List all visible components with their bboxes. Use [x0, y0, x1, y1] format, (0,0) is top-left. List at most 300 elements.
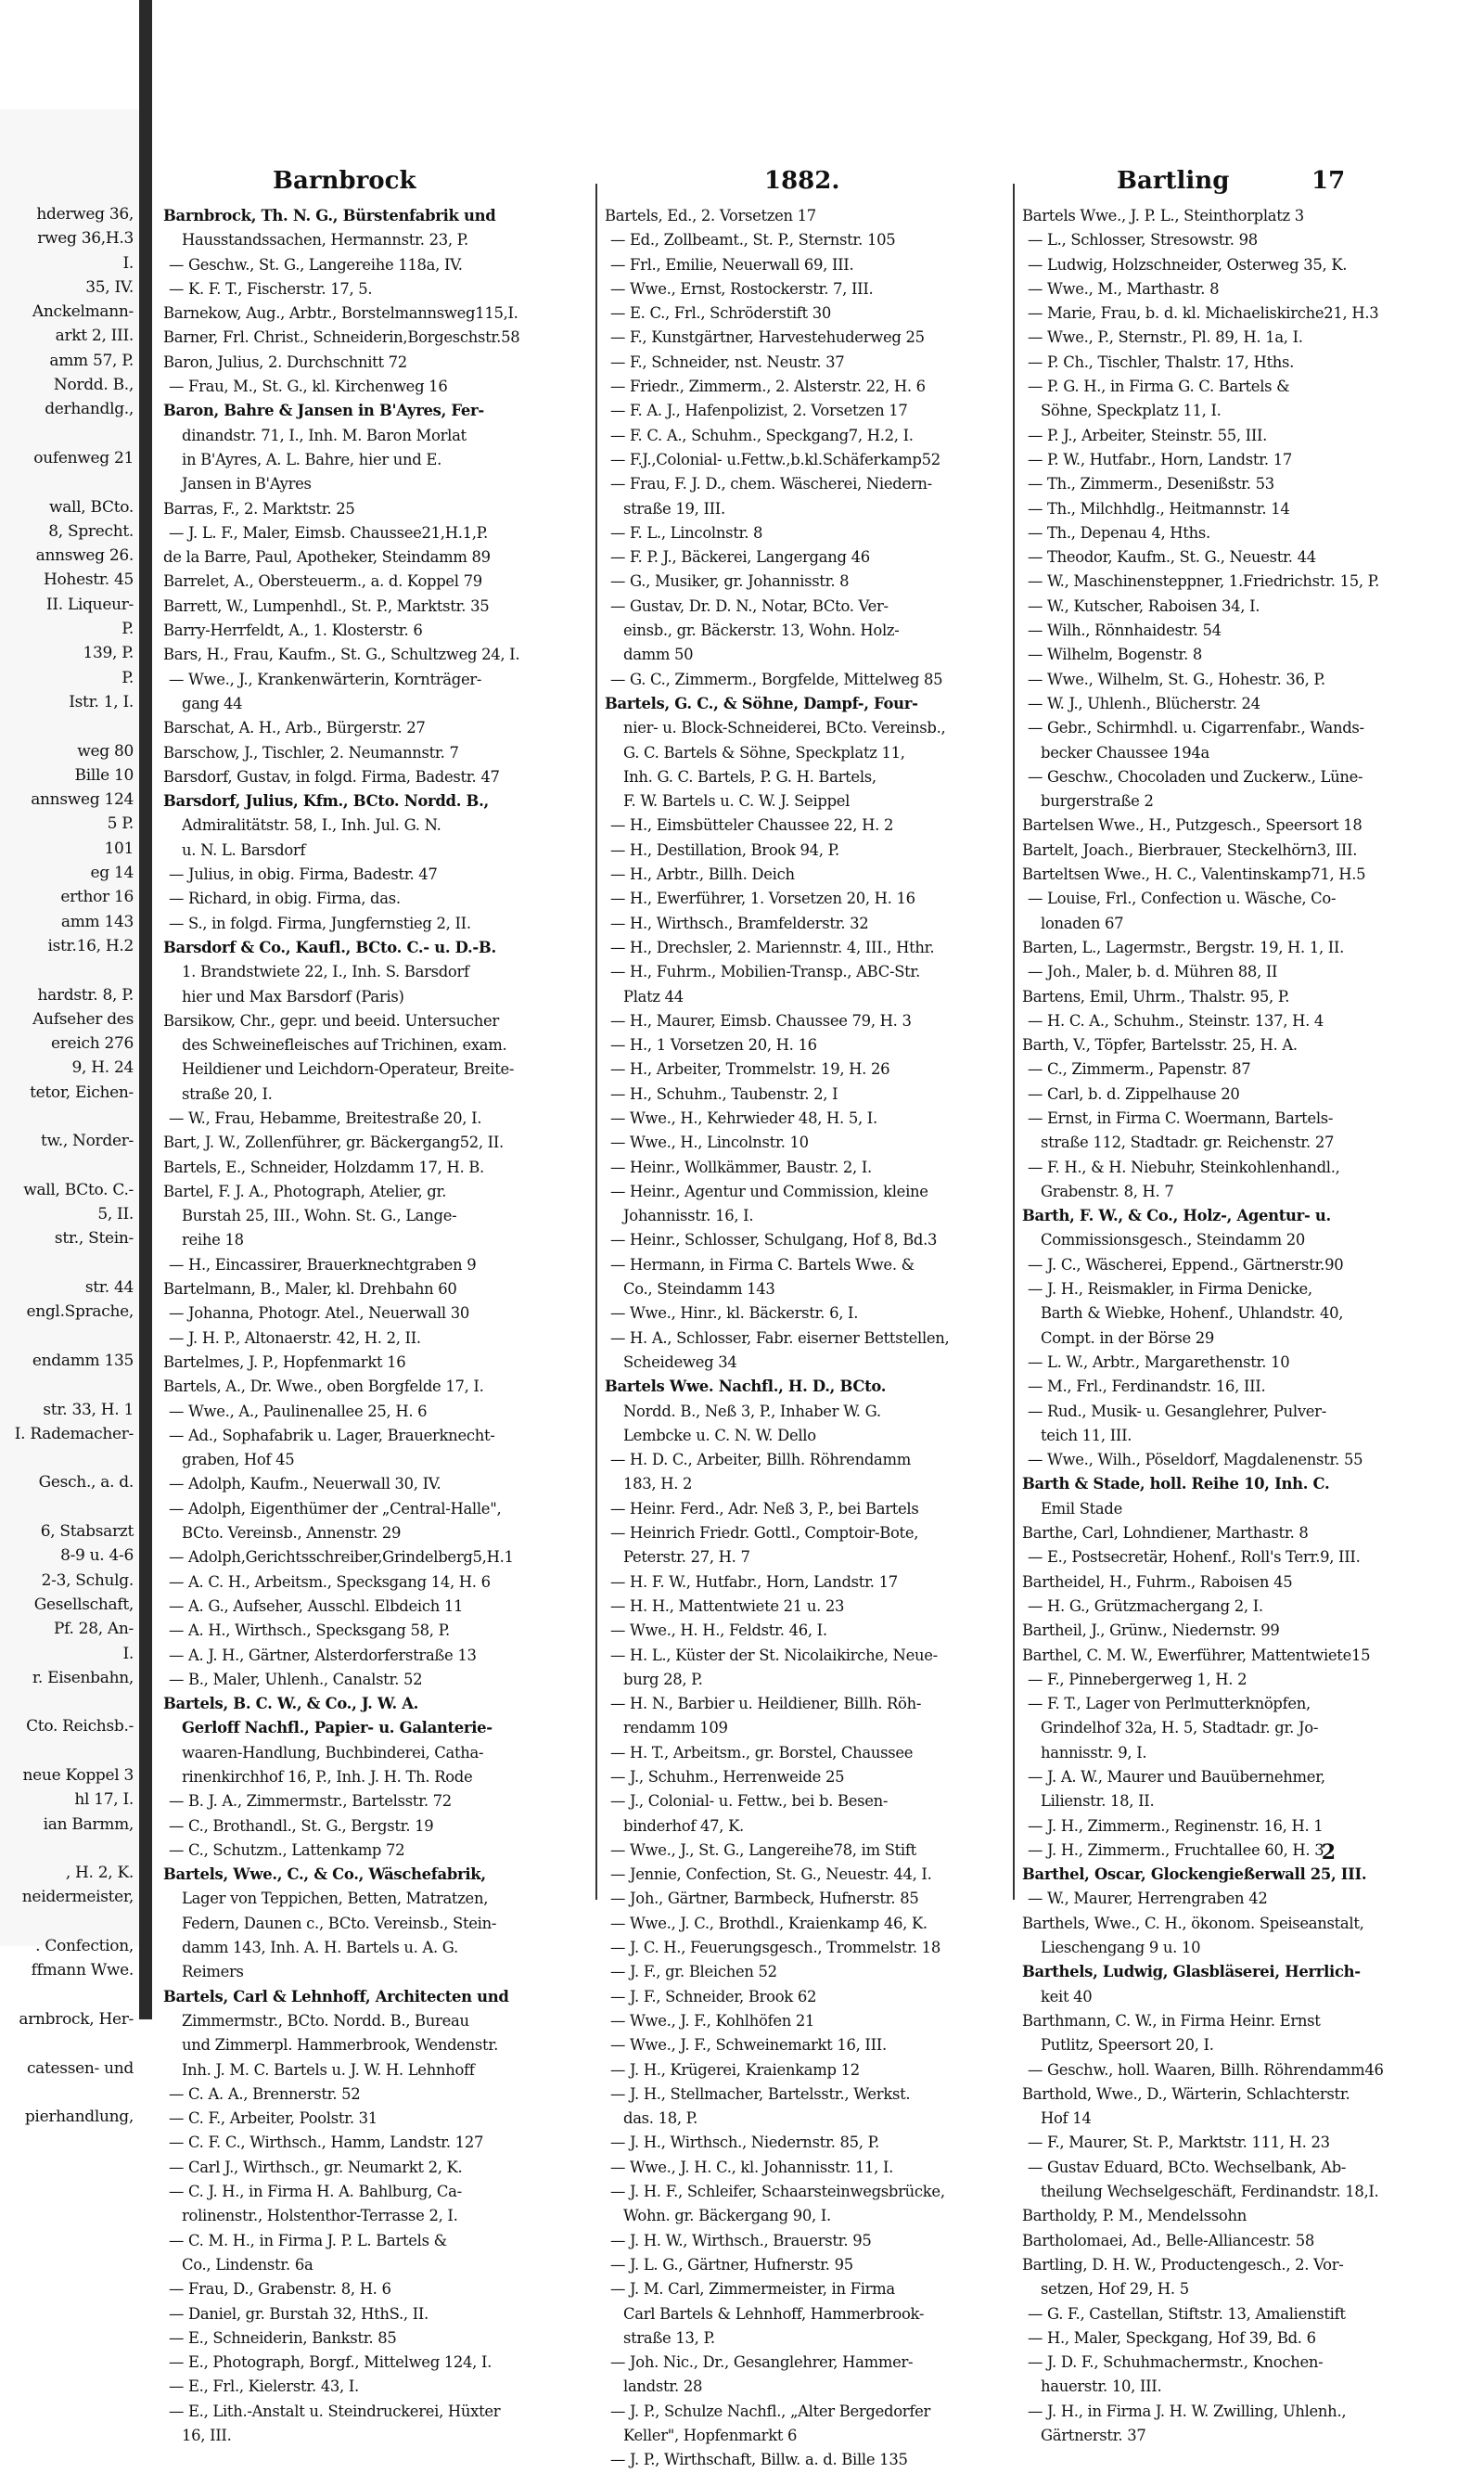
- directory-entry-line: — F.J.,Colonial- u.Fettw.,b.kl.Schäferkamp52: [610, 450, 940, 468]
- directory-entry-line: damm 50: [623, 646, 694, 664]
- directory-entry-line: Bartels, Wwe., C., & Co., Wäschefabrik,: [163, 1865, 486, 1884]
- previous-page-fragment: [4, 2081, 134, 2105]
- directory-entry-line: Grindelhof 32a, H. 5, Stadtadr. gr. Jo-: [1041, 1719, 1319, 1737]
- previous-page-fragment: str., Stein-: [54, 1229, 134, 1249]
- directory-entry-line: — Richard, in obig. Firma, das.: [169, 890, 401, 908]
- previous-page-fragment: [4, 1446, 134, 1470]
- previous-page-fragment: 2-3, Schulg.: [41, 1570, 134, 1590]
- previous-page-fragment: amm 57, P.: [49, 351, 134, 370]
- directory-entry-line: Grabenstr. 8, H. 7: [1041, 1182, 1174, 1200]
- directory-entry-line: hier und Max Barsdorf (Paris): [182, 987, 404, 1006]
- directory-entry-line: Compt. in der Börse 29: [1041, 1328, 1215, 1347]
- directory-entry-line: — Joh. Nic., Dr., Gesanglehrer, Hammer-: [610, 2353, 914, 2372]
- directory-entry-line: Inh. J. M. C. Bartels u. J. W. H. Lehnhoff: [182, 2060, 475, 2079]
- directory-entry-line: — F. H., & H. Niebuhr, Steinkohlenhandl.,: [1028, 1158, 1340, 1176]
- directory-entry-line: — J. H., in Firma J. H. W. Zwilling, Uhlenh.,: [1028, 2402, 1347, 2420]
- directory-entry-line: Emil Stade: [1041, 1499, 1122, 1518]
- directory-entry-line: — C. J. H., in Firma H. A. Bahlburg, Ca-: [169, 2183, 462, 2201]
- directory-entry-line: Gerloff Nachfl., Papier- u. Galanterie-: [182, 1719, 493, 1737]
- directory-entry-line: — Gustav, Dr. D. N., Notar, BCto. Ver-: [610, 596, 889, 615]
- directory-entry-line: lonaden 67: [1041, 914, 1124, 932]
- directory-entry-line: — Hermann, in Firma C. Bartels Wwe. &: [610, 1255, 915, 1274]
- previous-page-fragment: hderweg 36,: [36, 205, 134, 224]
- directory-entry-line: — Joh., Gärtner, Barmbeck, Hufnerstr. 85: [610, 1890, 919, 1908]
- column-divider: [1013, 184, 1015, 1900]
- directory-entry-line: 16, III.: [182, 2427, 232, 2445]
- directory-entry-line: Barthels, Ludwig, Glasbläserei, Herrlich-: [1022, 1963, 1361, 1981]
- directory-entry-line: Barth & Wiebke, Hohenf., Uhlandstr. 40,: [1041, 1304, 1344, 1323]
- directory-entry-line: graben, Hof 45: [182, 1451, 295, 1469]
- directory-entry-line: Barthels, Wwe., C. H., ökonom. Speiseanstalt,: [1022, 1914, 1364, 1932]
- directory-entry-line: Lieschengang 9 u. 10: [1041, 1939, 1201, 1957]
- directory-entry-line: Barthe, Carl, Lohndiener, Marthastr. 8: [1022, 1524, 1309, 1543]
- directory-entry-line: Bartels, E., Schneider, Holzdamm 17, H. B.: [163, 1158, 484, 1176]
- directory-entry-line: — P. Ch., Tischler, Thalstr. 17, Hths.: [1028, 352, 1295, 371]
- directory-entry-line: — J. A. W., Maurer und Bauübernehmer,: [1028, 1768, 1325, 1786]
- directory-entry-line: Barrett, W., Lumpenhdl., St. P., Marktstr. 35: [163, 596, 490, 615]
- directory-entry-line: Barth, F. W., & Co., Holz-, Agentur- u.: [1022, 1207, 1331, 1225]
- directory-entry-line: Barthold, Wwe., D., Wärterin, Schlachterstr.: [1022, 2084, 1350, 2103]
- directory-entry-line: Reimers: [182, 1963, 244, 1981]
- directory-entry-line: — J., Schuhm., Herrenweide 25: [610, 1768, 845, 1786]
- previous-page-fragment: II. Liqueur-: [45, 595, 134, 614]
- directory-entry-line: Co., Steindamm 143: [623, 1280, 775, 1299]
- directory-entry-line: — Wwe., H., Lincolnstr. 10: [610, 1134, 809, 1152]
- directory-entry-line: — J. M. Carl, Zimmermeister, in Firma: [610, 2280, 895, 2299]
- directory-entry-line: — J. D. F., Schuhmachermstr., Knochen-: [1028, 2353, 1324, 2372]
- directory-entry-line: Barras, F., 2. Marktstr. 25: [163, 499, 355, 518]
- previous-page-fragment: I. Rademacher-: [14, 1424, 134, 1443]
- directory-entry-line: Bartelt, Joach., Bierbrauer, Steckelhörn3, III.: [1022, 840, 1358, 859]
- directory-entry-line: einsb., gr. Bäckerstr. 13, Wohn. Holz-: [623, 621, 900, 640]
- directory-entry-line: — Geschw., St. G., Langereihe 118a, IV.: [169, 255, 463, 274]
- directory-entry-line: — Julius, in obig. Firma, Badestr. 47: [169, 865, 438, 884]
- directory-entry-line: — C. F., Arbeiter, Poolstr. 31: [169, 2109, 377, 2128]
- directory-entry-line: — H. C. A., Schuhm., Steinstr. 137, H. 4: [1028, 1011, 1324, 1030]
- directory-entry-line: — H., Maurer, Eimsb. Chaussee 79, H. 3: [610, 1011, 912, 1030]
- directory-entry-line: Keller", Hopfenmarkt 6: [623, 2427, 798, 2445]
- previous-page-fragment: P.: [122, 620, 134, 639]
- header-first-entry: Barnbrock: [273, 167, 416, 195]
- directory-entry-line: nier- u. Block-Schneiderei, BCto. Vereinsb.,: [623, 719, 946, 737]
- directory-entry-line: Platz 44: [623, 987, 684, 1006]
- directory-entry-line: — E., Lith.-Anstalt u. Steindruckerei, Hüxter: [169, 2402, 501, 2420]
- previous-page-fragment: Anckelmann-: [32, 302, 134, 322]
- directory-entry-line: Barthel, Oscar, Glockengießerwall 25, III.: [1022, 1865, 1367, 1884]
- directory-entry-line: — Wwe., M., Marthastr. 8: [1028, 279, 1220, 298]
- previous-page-fragment: [4, 1251, 134, 1275]
- directory-entry-line: Admiralitätstr. 58, I., Inh. Jul. G. N.: [182, 816, 441, 835]
- directory-entry-line: straße 20, I.: [182, 1084, 273, 1103]
- directory-entry-line: — Wwe., H. H., Feldstr. 46, I.: [610, 1621, 827, 1640]
- previous-page-fragment: [4, 1325, 134, 1349]
- directory-entry-line: — J. H. F., Schleifer, Schaarsteinwegsbrücke,: [610, 2183, 945, 2201]
- directory-entry-line: — Wwe., J. H. C., kl. Johannisstr. 11, I.: [610, 2158, 894, 2176]
- directory-entry-line: Carl Bartels & Lehnhoff, Hammerbrook-: [623, 2304, 925, 2323]
- previous-page-fragment: tw., Norder-: [40, 1132, 134, 1151]
- page-number: 17: [1311, 167, 1346, 195]
- directory-entry-line: G. C. Bartels & Söhne, Speckplatz 11,: [623, 743, 905, 762]
- previous-page-fragment: [4, 1105, 134, 1129]
- directory-entry-line: Baron, Bahre & Jansen in B'Ayres, Fer-: [163, 402, 484, 420]
- directory-entry-line: Bart, J. W., Zollenführer, gr. Bäckergang52, II.: [163, 1134, 504, 1152]
- previous-page-fragment: pierhandlung,: [24, 2108, 134, 2127]
- directory-entry-line: — H., Wirthsch., Bramfelderstr. 32: [610, 914, 869, 932]
- directory-entry-line: Barthel, C. M. W., Ewerführer, Mattentwiete15: [1022, 1646, 1371, 1664]
- previous-page-fragment: arnbrock, Her-: [19, 2009, 134, 2029]
- directory-entry-line: — C., Brothandl., St. G., Bergstr. 19: [169, 1816, 434, 1835]
- directory-entry-line: — Wwe., J. F., Kohlhöfen 21: [610, 2011, 815, 2030]
- previous-page-edge: [0, 109, 139, 2127]
- directory-entry-line: — H. F. W., Hutfabr., Horn, Landstr. 17: [610, 1572, 898, 1591]
- previous-page-fragment: Bille 10: [74, 765, 134, 785]
- directory-entry-line: in B'Ayres, A. L. Bahre, hier und E.: [182, 450, 441, 468]
- directory-entry-line: — H., Ewerführer, 1. Vorsetzen 20, H. 16: [610, 890, 915, 908]
- previous-page-fragment: arkt 2, III.: [55, 327, 134, 346]
- directory-entry-line: Co., Lindenstr. 6a: [182, 2255, 313, 2274]
- previous-page-fragment: istr.16, H.2: [47, 936, 134, 955]
- directory-entry-line: — J. H. W., Wirthsch., Brauerstr. 95: [610, 2231, 872, 2249]
- directory-entry-line: Commissionsgesch., Steindamm 20: [1041, 1231, 1306, 1249]
- directory-entry-line: — A. C. H., Arbeitsm., Specksgang 14, H. 6: [169, 1572, 491, 1591]
- directory-entry-line: und Zimmerpl. Hammerbrook, Wendenstr.: [182, 2036, 498, 2055]
- directory-entry-line: Söhne, Speckplatz 11, I.: [1041, 402, 1222, 420]
- previous-page-fragment: 35, IV.: [85, 277, 134, 297]
- column-middle: [605, 204, 1002, 2473]
- directory-entry-line: Barschat, A. H., Arb., Bürgerstr. 27: [163, 719, 426, 737]
- directory-entry-line: — J. C., Wäscherei, Eppend., Gärtnerstr.90: [1028, 1255, 1344, 1274]
- directory-entry-line: landstr. 28: [623, 2377, 703, 2396]
- previous-page-fragment: I.: [122, 1644, 134, 1663]
- directory-entry-line: Bartholomaei, Ad., Belle-Alliancestr. 58: [1022, 2231, 1314, 2249]
- previous-page-fragment: Nordd. B.,: [53, 376, 134, 395]
- directory-entry-line: — Carl J., Wirthsch., gr. Neumarkt 2, K.: [169, 2158, 463, 2176]
- directory-entry-line: — Wwe., J. C., Brothdl., Kraienkamp 46, K.: [610, 1914, 928, 1932]
- directory-entry-line: rinenkirchhof 16, P., Inh. J. H. Th. Rode: [182, 1768, 473, 1786]
- directory-entry-line: — J. L. G., Gärtner, Hufnerstr. 95: [610, 2255, 853, 2274]
- previous-page-fragment: oufenweg 21: [33, 448, 134, 468]
- directory-entry-line: — J. H., Wirthsch., Niedernstr. 85, P.: [610, 2133, 879, 2152]
- previous-page-fragment: hardstr. 8, P.: [37, 985, 134, 1005]
- previous-page-fragment: [4, 1690, 134, 1714]
- directory-entry-line: rolinenstr., Holstenthor-Terrasse 2, I.: [182, 2207, 458, 2225]
- previous-page-fragment: Gesellschaft,: [33, 1595, 134, 1614]
- directory-entry-line: — Ad., Sophafabrik u. Lager, Brauerknecht-: [169, 1426, 495, 1444]
- previous-page-fragment: [4, 714, 134, 738]
- directory-entry-line: — F. P. J., Bäckerei, Langergang 46: [610, 548, 870, 567]
- directory-entry-line: — H., Maler, Speckgang, Hof 39, Bd. 6: [1028, 2328, 1316, 2347]
- directory-entry-line: Burstah 25, III., Wohn. St. G., Lange-: [182, 1207, 457, 1225]
- directory-entry-line: — J. H., Zimmerm., Reginenstr. 16, H. 1: [1028, 1816, 1324, 1835]
- directory-entry-line: — H., 1 Vorsetzen 20, H. 16: [610, 1036, 817, 1055]
- directory-entry-line: — H. H., Mattentwiete 21 u. 23: [610, 1596, 845, 1615]
- previous-page-fragment: Cto. Reichsb.-: [26, 1717, 134, 1736]
- previous-page-fragment: [4, 1739, 134, 1763]
- directory-entry-line: Hausstandssachen, Hermannstr. 23, P.: [182, 231, 468, 250]
- directory-entry-line: — S., in folgd. Firma, Jungfernstieg 2, II.: [169, 914, 471, 932]
- previous-page-fragment: engl.Sprache,: [26, 1302, 134, 1322]
- directory-entry-line: — Louise, Frl., Confection u. Wäsche, Co-: [1028, 890, 1337, 908]
- directory-entry-line: Bartelmann, B., Maler, kl. Drehbahn 60: [163, 1280, 457, 1299]
- directory-entry-line: — H., Fuhrm., Mobilien-Transp., ABC-Str.: [610, 963, 921, 981]
- previous-page-fragment: 139, P.: [83, 644, 134, 663]
- previous-page-fragment: [4, 2031, 134, 2056]
- previous-page-fragment: ffmann Wwe.: [31, 1961, 134, 1980]
- directory-entry-line: — Adolph, Eigenthümer der „Central-Halle",: [169, 1499, 502, 1518]
- directory-entry-line: Peterstr. 27, H. 7: [623, 1548, 750, 1567]
- previous-page-fragment: str. 44: [84, 1278, 134, 1298]
- directory-entry-line: — Adolph,Gerichtsschreiber,Grindelberg5,H.1: [169, 1548, 514, 1567]
- directory-entry-line: Barnbrock, Th. N. G., Bürstenfabrik und: [163, 207, 496, 224]
- directory-entry-line: — J. P., Wirthschaft, Billw. a. d. Bille 135: [610, 2451, 908, 2469]
- directory-entry-line: — J. F., Schneider, Brook 62: [610, 1987, 817, 2005]
- signature-mark: 2: [1321, 1840, 1336, 1864]
- directory-entry-line: — H., Destillation, Brook 94, P.: [610, 840, 839, 859]
- column-divider: [595, 184, 597, 1900]
- directory-entry-line: — W., Frau, Hebamme, Breitestraße 20, I.: [169, 1108, 482, 1127]
- directory-entry-line: hannisstr. 9, I.: [1041, 1743, 1147, 1762]
- directory-entry-line: Wohn. gr. Bäckergang 90, I.: [623, 2207, 831, 2225]
- directory-entry-line: — J. H. P., Altonaerstr. 42, H. 2, II.: [169, 1328, 421, 1347]
- directory-entry-line: Barthmann, C. W., in Firma Heinr. Ernst: [1022, 2011, 1321, 2030]
- directory-entry-line: — E. C., Frl., Schröderstift 30: [610, 304, 832, 323]
- previous-page-fragment: [4, 1910, 134, 1934]
- directory-entry-line: — Wwe., P., Sternstr., Pl. 89, H. 1a, I.: [1028, 328, 1303, 347]
- directory-entry-line: Barsdorf, Gustav, in folgd. Firma, Badestr. 47: [163, 767, 500, 786]
- directory-entry-line: — Daniel, gr. Burstah 32, HthS., II.: [169, 2304, 429, 2323]
- directory-entry-line: — Th., Depenau 4, Hths.: [1028, 523, 1210, 542]
- directory-entry-line: Bartens, Emil, Uhrm., Thalstr. 95, P.: [1022, 987, 1290, 1006]
- directory-entry-line: — Wwe., Hinr., kl. Bäckerstr. 6, I.: [610, 1304, 859, 1323]
- directory-entry-line: Bartelmes, J. P., Hopfenmarkt 16: [163, 1352, 406, 1371]
- directory-entry-line: Baron, Julius, 2. Durchschnitt 72: [163, 352, 407, 371]
- directory-entry-line: — H. D. C., Arbeiter, Billh. Röhrendamm: [610, 1451, 911, 1469]
- directory-entry-line: — Heinr., Schlosser, Schulgang, Hof 8, Bd.3: [610, 1231, 938, 1249]
- directory-entry-line: — W., Maurer, Herrengraben 42: [1028, 1890, 1268, 1908]
- directory-entry-line: — B. J. A., Zimmermstr., Bartelsstr. 72: [169, 1792, 452, 1811]
- directory-entry-line: reihe 18: [182, 1231, 244, 1249]
- directory-entry-line: Barschow, J., Tischler, 2. Neumannstr. 7: [163, 743, 459, 762]
- directory-entry-line: dinandstr. 71, I., Inh. M. Baron Morlat: [182, 426, 467, 444]
- previous-page-fragment: P.: [122, 668, 134, 687]
- previous-page-fragment: eg 14: [90, 864, 134, 883]
- previous-page-fragment: amm 143: [60, 912, 134, 931]
- directory-entry-line: keit 40: [1041, 1987, 1093, 2005]
- directory-entry-line: Gärtnerstr. 37: [1041, 2427, 1146, 2445]
- directory-entry-line: — A. H., Wirthsch., Specksgang 58, P.: [169, 1621, 450, 1640]
- directory-entry-line: Bartheil, J., Grünw., Niedernstr. 99: [1022, 1621, 1280, 1640]
- previous-page-fragment: [4, 422, 134, 446]
- directory-entry-line: Heildiener und Leichdorn-Operateur, Breite-: [182, 1060, 515, 1079]
- directory-entry-line: — H. G., Grützmachergang 2, I.: [1028, 1596, 1263, 1615]
- previous-page-fragment: I.: [122, 253, 134, 273]
- directory-entry-line: — J. H., Stellmacher, Bartelsstr., Werkst.: [610, 2084, 911, 2103]
- directory-entry-line: straße 112, Stadtadr. gr. Reichenstr. 27: [1041, 1134, 1335, 1152]
- directory-entry-line: Scheideweg 34: [623, 1352, 737, 1371]
- directory-entry-line: Bartels, Carl & Lehnhoff, Architecten und: [163, 1987, 509, 2005]
- directory-entry-line: — Heinr. Ferd., Adr. Neß 3, P., bei Bartels: [610, 1499, 919, 1518]
- directory-entry-line: Bartels Wwe. Nachfl., H. D., BCto.: [605, 1377, 887, 1396]
- directory-entry-line: Bartels Wwe., J. P. L., Steinthorplatz 3: [1022, 207, 1304, 224]
- directory-entry-line: Bartling, D. H. W., Productengesch., 2. Vor-: [1022, 2255, 1344, 2274]
- directory-entry-line: — J. L. F., Maler, Eimsb. Chaussee21,H.1,P.: [169, 523, 488, 542]
- previous-page-fragment: [4, 1983, 134, 2007]
- previous-page-fragment: tetor, Eichen-: [30, 1083, 134, 1102]
- header-last-entry: Bartling: [1117, 167, 1230, 195]
- directory-entry-line: — Frau, D., Grabenstr. 8, H. 6: [169, 2280, 391, 2299]
- previous-page-fragment: 101: [104, 839, 134, 858]
- directory-entry-line: — H., Schuhm., Taubenstr. 2, I: [610, 1084, 838, 1103]
- directory-entry-line: Bartels, G. C., & Söhne, Dampf-, Four-: [605, 694, 918, 712]
- previous-page-fragment: 9, H. 24: [71, 1058, 134, 1078]
- directory-entry-line: rendamm 109: [623, 1719, 728, 1737]
- directory-entry-line: — L. W., Arbtr., Margarethenstr. 10: [1028, 1352, 1290, 1371]
- directory-entry-line: — L., Schlosser, Stresowstr. 98: [1028, 231, 1258, 250]
- directory-entry-line: — Ernst, in Firma C. Woermann, Bartels-: [1028, 1108, 1334, 1127]
- directory-entry-line: burgerstraße 2: [1041, 792, 1154, 811]
- directory-entry-line: — W., Kutscher, Raboisen 34, I.: [1028, 596, 1260, 615]
- previous-page-fragment: ereich 276: [50, 1034, 134, 1054]
- directory-entry-line: — Joh., Maler, b. d. Mühren 88, II: [1028, 963, 1278, 981]
- previous-page-fragment: str. 33, H. 1: [43, 1400, 134, 1419]
- directory-entry-line: — C. A. A., Brennerstr. 52: [169, 2084, 361, 2103]
- directory-entry-line: — C. F. C., Wirthsch., Hamm, Landstr. 127: [169, 2133, 484, 2152]
- directory-entry-line: — Rud., Musik- u. Gesanglehrer, Pulver-: [1028, 1402, 1326, 1420]
- previous-page-fragment: [4, 958, 134, 982]
- directory-entry-line: straße 13, P.: [623, 2328, 715, 2347]
- previous-page-fragment: [4, 1837, 134, 1861]
- directory-entry-line: — Geschw., Chocoladen und Zuckerw., Lüne-: [1028, 767, 1363, 786]
- directory-entry-line: Inh. G. C. Bartels, P. G. H. Bartels,: [623, 767, 876, 786]
- directory-entry-line: — Heinr., Wollkämmer, Baustr. 2, I.: [610, 1158, 872, 1176]
- directory-entry-line: Barnekow, Aug., Arbtr., Borstelmannsweg115,I.: [163, 304, 518, 323]
- previous-page-fragment: annsweg 124: [31, 790, 134, 810]
- directory-entry-line: — H., Drechsler, 2. Mariennstr. 4, III., Hthr.: [610, 938, 935, 956]
- directory-entry-line: des Schweinefleisches auf Trichinen, exam.: [182, 1036, 507, 1055]
- previous-page-fragment: 6, Stabsarzt: [40, 1522, 134, 1542]
- directory-entry-line: Lembcke u. C. N. W. Dello: [623, 1426, 816, 1444]
- directory-entry-line: — H. L., Küster der St. Nicolaikirche, Neue-: [610, 1646, 938, 1664]
- directory-entry-line: — J. H., Reismakler, in Firma Denicke,: [1028, 1280, 1312, 1299]
- directory-entry-line: — Friedr., Zimmerm., 2. Alsterstr. 22, H. 6: [610, 378, 926, 396]
- directory-entry-line: — F., Kunstgärtner, Harvestehuderweg 25: [610, 328, 925, 347]
- directory-entry-line: Barth & Stade, holl. Reihe 10, Inh. C.: [1022, 1475, 1330, 1493]
- directory-entry-line: — J. P., Schulze Nachfl., „Alter Bergedorfer: [610, 2402, 931, 2420]
- directory-entry-line: teich 11, III.: [1041, 1426, 1132, 1444]
- directory-entry-line: — F. C. A., Schuhm., Speckgang7, H.2, I.: [610, 426, 914, 444]
- directory-entry-line: theilung Wechselgeschäft, Ferdinandstr. 18,I.: [1041, 2183, 1379, 2201]
- directory-entry-line: — Th., Milchhdlg., Heitmannstr. 14: [1028, 499, 1290, 518]
- directory-entry-line: binderhof 47, K.: [623, 1816, 744, 1835]
- directory-entry-line: — E., Frl., Kielerstr. 43, I.: [169, 2377, 359, 2396]
- directory-entry-line: — Frl., Emilie, Neuerwall 69, III.: [610, 255, 854, 274]
- directory-entry-line: — J., Colonial- u. Fettw., bei b. Besen-: [610, 1792, 889, 1811]
- directory-entry-line: — Th., Zimmerm., Desenißstr. 53: [1028, 475, 1274, 493]
- directory-entry-line: — G., Musiker, gr. Johannisstr. 8: [610, 572, 850, 591]
- directory-entry-line: — F., Schneider, nst. Neustr. 37: [610, 352, 845, 371]
- previous-page-fragment: [4, 2129, 134, 2153]
- directory-entry-line: — Wwe., Wilhelm, St. G., Hohestr. 36, P.: [1028, 670, 1325, 688]
- previous-page-fragment: 8, Sprecht.: [48, 521, 134, 541]
- directory-entry-line: Johannisstr. 16, I.: [623, 1207, 754, 1225]
- directory-entry-line: — W., Maschinensteppner, 1.Friedrichstr. 15, P.: [1028, 572, 1379, 591]
- directory-entry-line: Bartelsen Wwe., H., Putzgesch., Speersort 18: [1022, 816, 1362, 835]
- directory-entry-line: F. W. Bartels u. C. W. J. Seippel: [623, 792, 851, 811]
- directory-entry-line: straße 19, III.: [623, 499, 725, 518]
- directory-page: [152, 119, 1428, 2469]
- directory-entry-line: Bars, H., Frau, Kaufm., St. G., Schultzweg 24, I.: [163, 646, 520, 664]
- directory-entry-line: waaren-Handlung, Buchbinderei, Catha-: [182, 1743, 484, 1762]
- directory-entry-line: — F., Pinnebergerweg 1, H. 2: [1028, 1670, 1247, 1688]
- directory-entry-line: — Wilh., Rönnhaidestr. 54: [1028, 621, 1222, 640]
- directory-entry-line: — F. L., Lincolnstr. 8: [610, 523, 763, 542]
- directory-entry-line: — H., Eimsbütteler Chaussee 22, H. 2: [610, 816, 894, 835]
- directory-entry-line: — Wwe., J. F., Schweinemarkt 16, III.: [610, 2036, 887, 2055]
- directory-entry-line: — Ed., Zollbeamt., St. P., Sternstr. 105: [610, 231, 896, 250]
- directory-entry-line: setzen, Hof 29, H. 5: [1041, 2280, 1189, 2299]
- directory-entry-line: u. N. L. Barsdorf: [182, 840, 306, 859]
- directory-entry-line: — Wwe., Ernst, Rostockerstr. 7, III.: [610, 279, 874, 298]
- previous-page-fragment: [4, 1373, 134, 1397]
- directory-entry-line: Barth, V., Töpfer, Bartelsstr. 25, H. A.: [1022, 1036, 1298, 1055]
- directory-entry-line: — H., Eincassirer, Brauerknechtgraben 9: [169, 1255, 477, 1274]
- directory-entry-line: — E., Photograph, Borgf., Mittelweg 124, I.: [169, 2353, 493, 2372]
- directory-entry-line: — Wwe., Wilh., Pöseldorf, Magdalenenstr. 55: [1028, 1451, 1363, 1469]
- directory-entry-line: Bartels, Ed., 2. Vorsetzen 17: [605, 207, 816, 224]
- directory-entry-line: Barner, Frl. Christ., Schneiderin,Borgeschstr.58: [163, 328, 520, 347]
- directory-entry-line: — Adolph, Kaufm., Neuerwall 30, IV.: [169, 1475, 441, 1493]
- directory-entry-line: Jansen in B'Ayres: [182, 475, 312, 493]
- directory-entry-line: Barry-Herrfeldt, A., 1. Klosterstr. 6: [163, 621, 423, 640]
- directory-entry-line: hauerstr. 10, III.: [1041, 2377, 1162, 2396]
- directory-entry-line: — Heinr., Agentur und Commission, kleine: [610, 1182, 928, 1200]
- directory-entry-line: — G. F., Castellan, Stiftstr. 13, Amalienstift: [1028, 2304, 1346, 2323]
- directory-entry-line: Nordd. B., Neß 3, P., Inhaber W. G.: [623, 1402, 881, 1420]
- previous-page-fragment: r. Eisenbahn,: [32, 1668, 134, 1687]
- directory-entry-line: — J. C. H., Feuerungsgesch., Trommelstr. 18: [610, 1939, 940, 1957]
- directory-entry-line: — J. F., gr. Bleichen 52: [610, 1963, 777, 1981]
- directory-entry-line: — Carl, b. d. Zippelhause 20: [1028, 1084, 1240, 1103]
- directory-entry-line: Bartheidel, H., Fuhrm., Raboisen 45: [1022, 1572, 1293, 1591]
- directory-entry-line: — E., Schneiderin, Bankstr. 85: [169, 2328, 397, 2347]
- directory-entry-line: — Geschw., holl. Waaren, Billh. Röhrendamm46: [1028, 2060, 1384, 2079]
- previous-page-fragment: 5 P.: [107, 814, 134, 834]
- directory-entry-line: — Frau, F. J. D., chem. Wäscherei, Niedern-: [610, 475, 932, 493]
- directory-entry-line: — Wwe., H., Kehrwieder 48, H. 5, I.: [610, 1108, 877, 1127]
- directory-entry-line: — K. F. T., Fischerstr. 17, 5.: [169, 279, 373, 298]
- directory-entry-line: — M., Frl., Ferdinandstr. 16, III.: [1028, 1377, 1266, 1396]
- directory-entry-line: — Wwe., J., St. G., Langereihe78, im Stift: [610, 1840, 916, 1859]
- previous-page-fragment: ian Barmm,: [43, 1814, 134, 1834]
- directory-entry-line: — C., Zimmerm., Papenstr. 87: [1028, 1060, 1251, 1079]
- previous-page-fragment: Gesch., a. d.: [38, 1473, 134, 1493]
- directory-entry-line: — W. J., Uhlenh., Blücherstr. 24: [1028, 694, 1260, 712]
- book-gutter: [139, 0, 152, 2019]
- directory-entry-line: — C. M. H., in Firma J. P. L. Bartels &: [169, 2231, 447, 2249]
- directory-entry-line: Federn, Daunen c., BCto. Vereinsb., Stein-: [182, 1914, 497, 1932]
- directory-entry-line: — Frau, M., St. G., kl. Kirchenweg 16: [169, 378, 448, 396]
- directory-entry-line: — P. W., Hutfabr., Horn, Landstr. 17: [1028, 450, 1292, 468]
- directory-entry-line: — J. H., Krügerei, Kraienkamp 12: [610, 2060, 860, 2079]
- directory-entry-line: gang 44: [182, 694, 243, 712]
- previous-page-fragment: annsweg 26.: [35, 546, 134, 566]
- previous-page-fragment: neue Koppel 3: [22, 1766, 134, 1785]
- directory-entry-line: Zimmermstr., BCto. Nordd. B., Bureau: [182, 2011, 469, 2030]
- directory-entry-line: — H. N., Barbier u. Heildiener, Billh. Röh-: [610, 1695, 922, 1713]
- previous-page-fragment: wall, BCto.: [48, 497, 134, 517]
- previous-page-fragment: rweg 36,H.3: [37, 229, 134, 249]
- directory-entry-line: — F. T., Lager von Perlmutterknöpfen,: [1028, 1695, 1311, 1713]
